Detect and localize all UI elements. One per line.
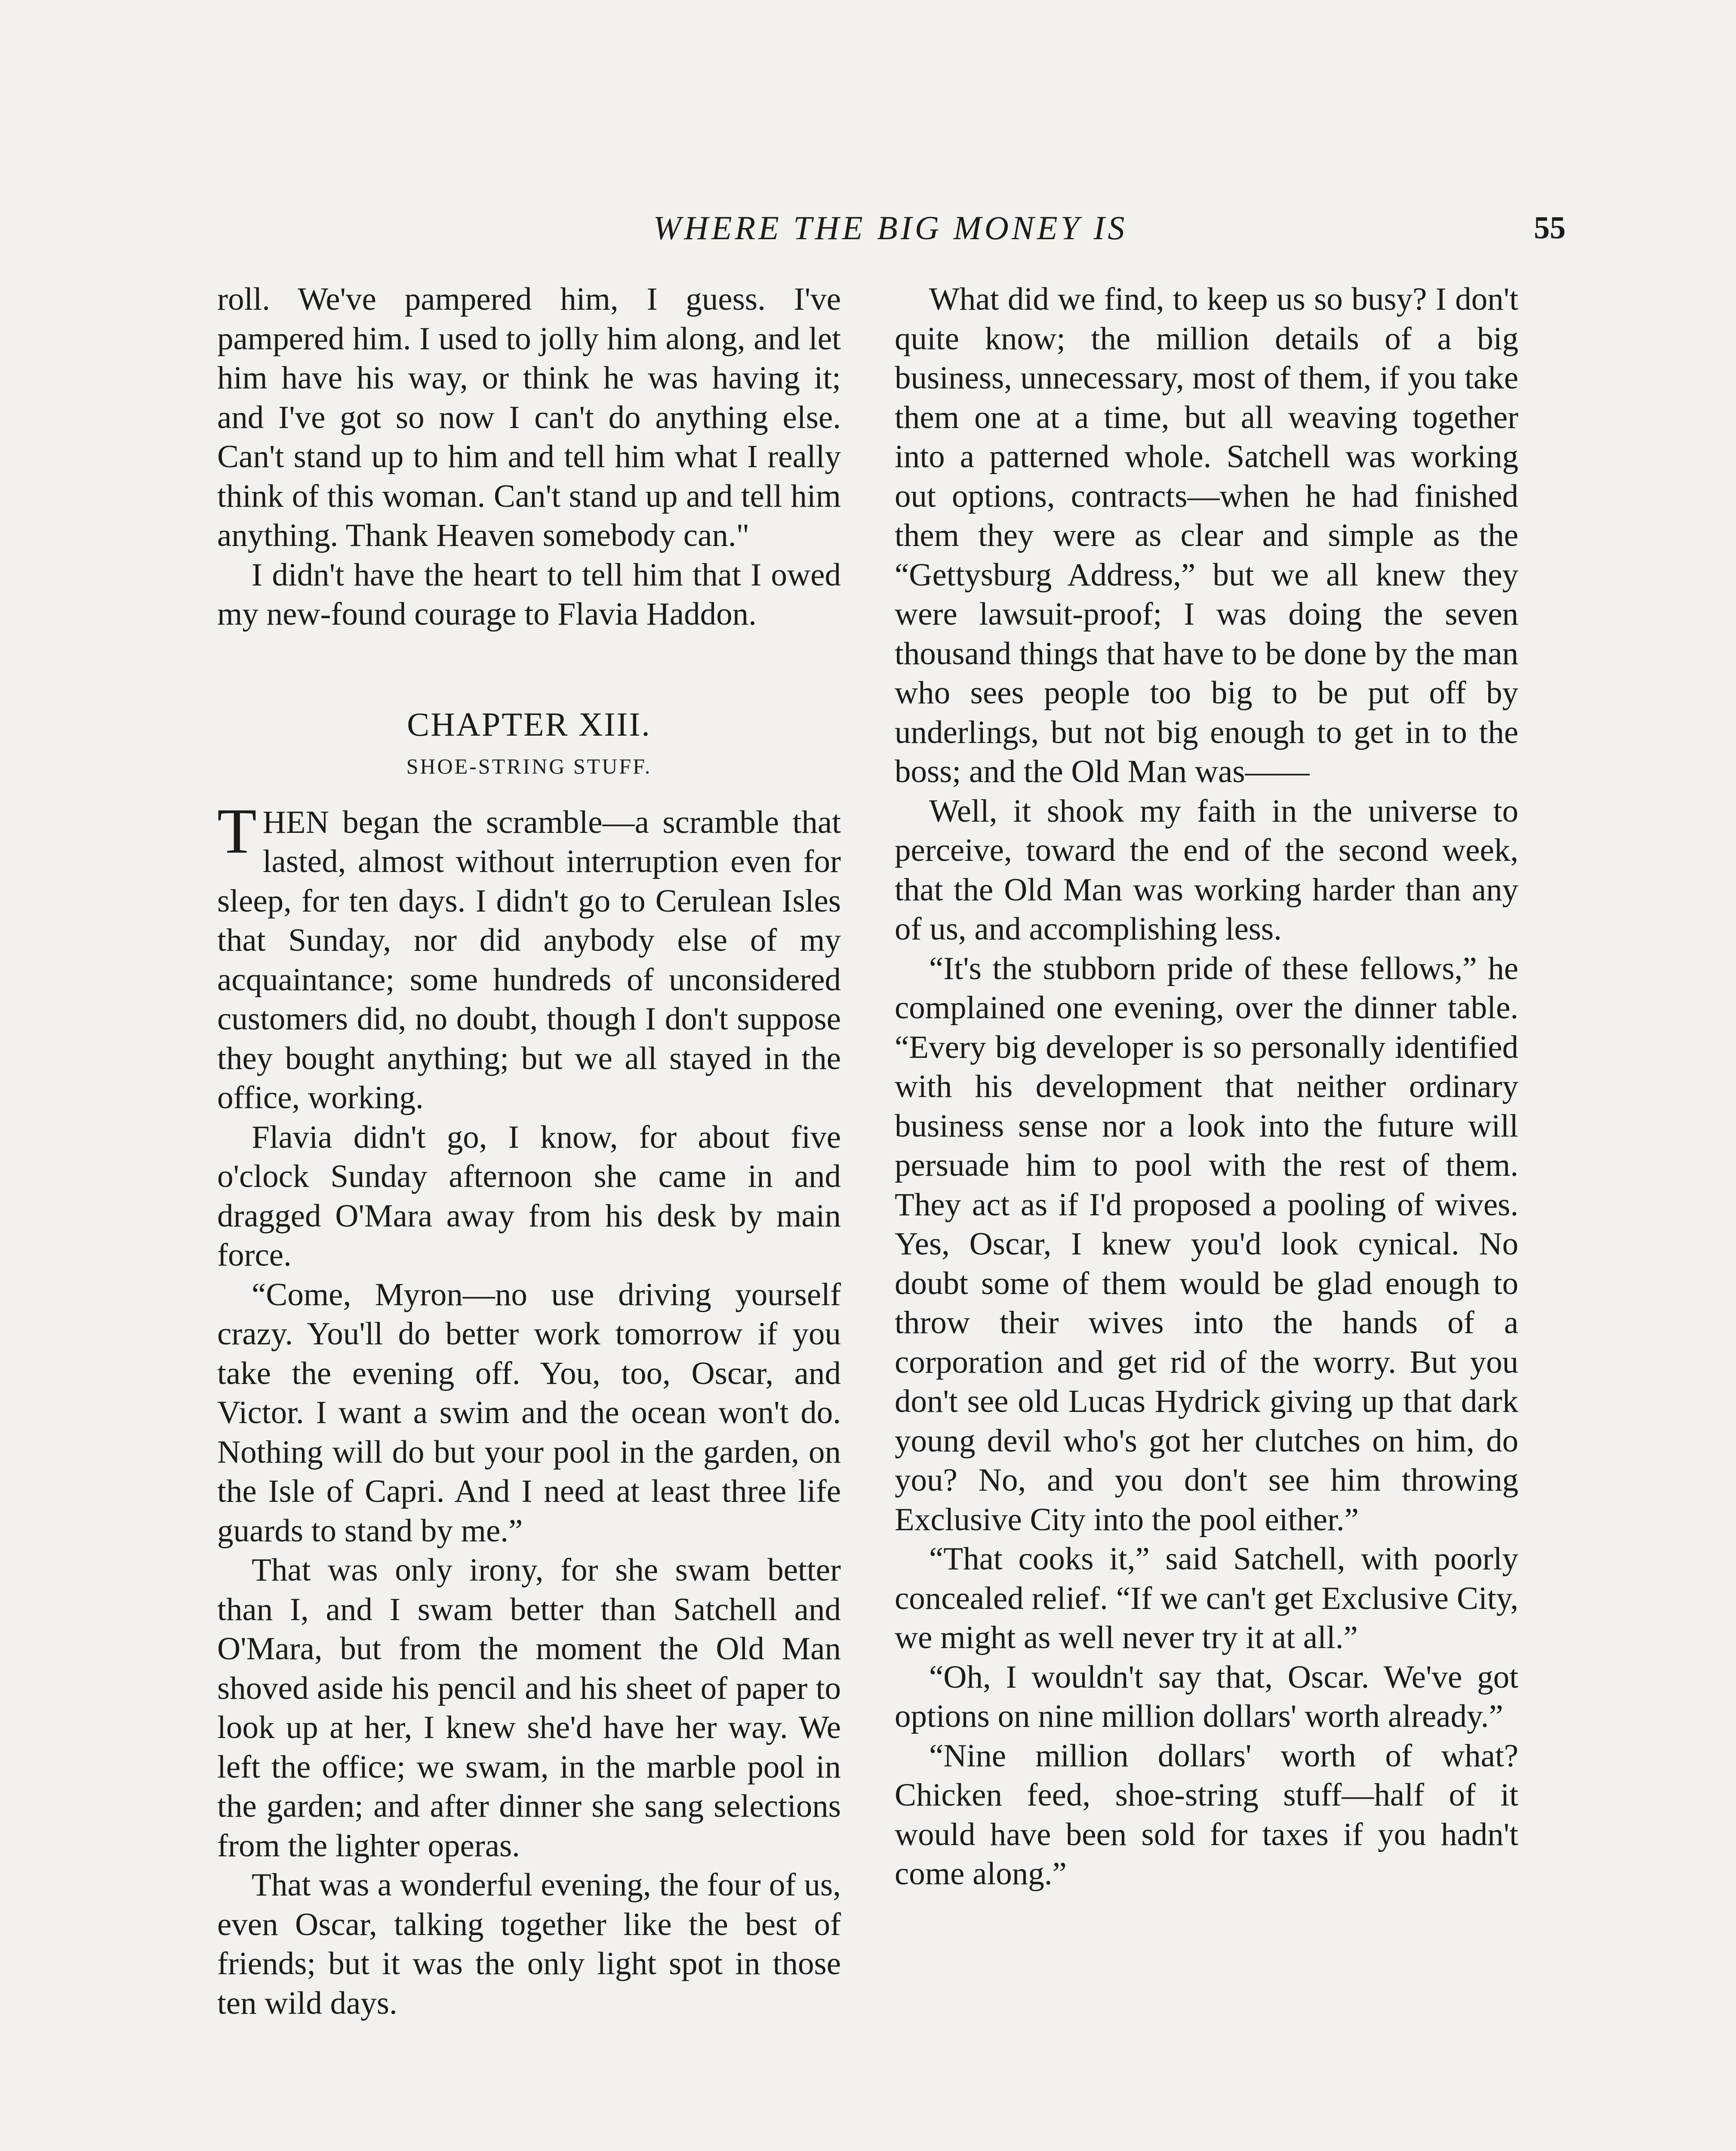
drop-cap: T: [217, 795, 257, 867]
page-number: 55: [1534, 210, 1566, 246]
paragraph: That was only irony, for she swam better than I, and I swam better than Satchell and O'Mara, but from the moment the Old Man shoved aside his pencil and his sheet of paper to look up at her, I knew she'd have her way. We left the office; we swam, in the marble pool in the garden; and after dinner she sang selections from the lighter operas.: [217, 1552, 841, 1864]
chapter-subtitle: SHOE-STRING STUFF.: [406, 754, 652, 778]
paragraph: “Oh, I wouldn't say that, Oscar. We've got options on nine million dollars' worth already.”: [895, 1659, 1518, 1734]
running-head-title: WHERE THE BIG MONEY IS: [653, 209, 1128, 247]
opening-paragraph: [217, 795, 841, 1118]
paragraph: “It's the stubborn pride of these fellows,” he complained one evening, over the dinner table. “Every big developer is so personally identified with his development that neither ordinary business sense nor a look into the future will persuade him to pool with the rest of them. They act as if I'd proposed a pooling of wives. Yes, Oscar, I knew you'd look cynical. No doubt some of them would be glad enough to throw their wives into the hands of a corporation and get rid of the worry. But you don't see old Lucas Hydrick giving up that dark young devil who's got her clutches on him, do you? No, and you don't see him throwing Exclusive City into the pool either.”: [895, 950, 1518, 1538]
paragraph: “That cooks it,” said Satchell, with poorly concealed relief. “If we can't get Exclusive City, we might as well never try it at all.”: [895, 1541, 1518, 1655]
opening-paragraph-text: HEN began the scramble—a scramble that lasted, almost without interruption even for sleep, for ten days. I didn't go to Cerulean Isles that Sunday, nor did anybody else of my acquaintance; some hundreds of unconsidered customers did, no doubt, though I don't suppose they bought anything; but we all stayed in the office, working.: [217, 804, 841, 1116]
paragraph: roll. We've pampered him, I guess. I've pampered him. I used to jolly him along, and let him have his way, or think he was having it; and I've got so now I can't do anything else. Can't stand up to him and tell him what I really think of this woman. Can't stand up and tell him anything. Thank Heaven somebody can.": [217, 281, 841, 553]
paragraph: What did we find, to keep us so busy? I don't quite know; the million details of a big business, unnecessary, most of them, if you take them one at a time, but all weaving together into a patterned whole. Satchell was working out options, contracts—when he had finished them they were as clear and simple as the “Gettysburg Address,” but we all knew they were lawsuit-proof; I was doing the seven thousand things that have to be done by the man who sees people too big to be put off by underlings, but not big enough to get in to the boss; and the Old Man was——: [895, 281, 1518, 789]
paragraph: That was a wonderful evening, the four of us, even Oscar, talking together like the best of friends; but it was the only light spot in those ten wild days.: [217, 1867, 841, 2021]
paragraph: Well, it shook my faith in the universe to perceive, toward the end of the second week, that the Old Man was working harder than any of us, and accomplishing less.: [895, 793, 1518, 947]
chapter-title: CHAPTER XIII.: [407, 705, 651, 743]
paragraph: “Nine million dollars' worth of what? Chicken feed, shoe-string stuff—half of it would have been sold for taxes if you hadn't come along.”: [895, 1738, 1518, 1892]
running-header: [215, 202, 1566, 262]
right-column: [895, 280, 1518, 1894]
paragraph: Flavia didn't go, I know, for about five o'clock Sunday afternoon she came in and dragged O'Mara away from his desk by main force.: [217, 1119, 841, 1273]
left-column: [217, 280, 841, 2023]
paragraph: “Come, Myron—no use driving yourself crazy. You'll do better work tomorrow if you take the evening off. You, too, Oscar, and Victor. I want a swim and the ocean won't do. Nothing will do but your pool in the garden, on the Isle of Capri. And I need at least three life guards to stand by me.”: [217, 1276, 841, 1549]
paragraph: I didn't have the heart to tell him that I owed my new-found courage to Flavia Haddon.: [217, 557, 841, 632]
